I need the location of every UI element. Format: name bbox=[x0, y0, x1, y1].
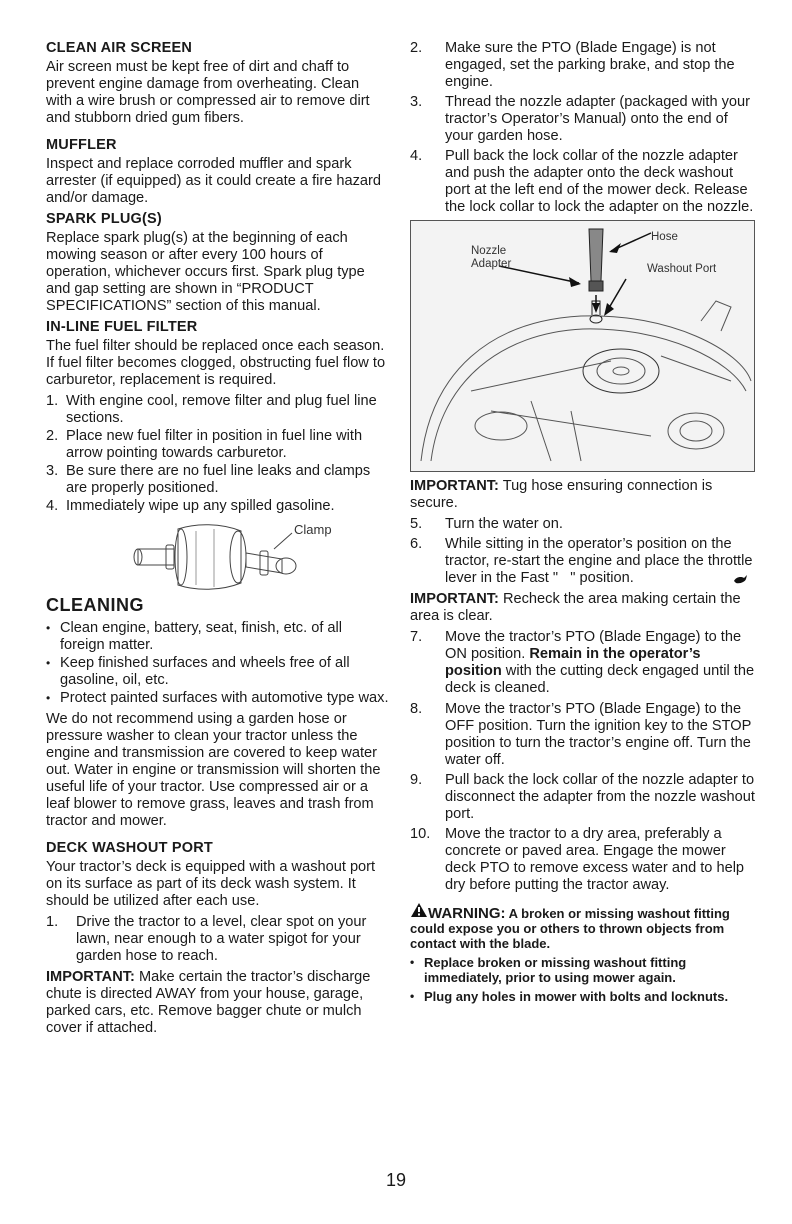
washout-port-figure bbox=[410, 220, 755, 472]
muffler-text: Inspect and replace corroded muffler and spark arrester (if equipped) as it could create a fire hazard and/or damage. bbox=[46, 156, 382, 206]
right-column bbox=[410, 40, 755, 1008]
washout-step-1 bbox=[46, 914, 389, 965]
warning-block bbox=[410, 902, 755, 951]
important-recheck: IMPORTANT: Recheck the area making certain the area is clear. bbox=[410, 591, 741, 624]
washout-port-label: Washout Port bbox=[647, 263, 717, 275]
list-item: 1. Drive the tractor to a level, clear spot on your lawn, near enough to a water spigot for your garden hose to reach. bbox=[46, 914, 367, 964]
washout-steps-8-10 bbox=[410, 701, 755, 894]
washout-steps-5-6 bbox=[410, 516, 755, 587]
list-item: • Clean engine, battery, seat, finish, etc. of all foreign matter. bbox=[46, 620, 343, 653]
warning-text: A broken or missing washout fitting could expose you or others to thrown objects from contact with the blade. bbox=[410, 906, 730, 951]
list-item: 10. Move the tractor to a dry area, preferably a concrete or paved area. Engage the mower deck PTO to remove excess water and to help dry before putting the tractor away. bbox=[410, 826, 745, 893]
fuel-filter-steps bbox=[46, 393, 389, 515]
list-item: • Protect painted surfaces with automotive type wax. bbox=[46, 690, 389, 706]
mower-deck-illustration bbox=[411, 221, 754, 471]
list-item: • Plug any holes in mower with bolts and locknuts. bbox=[410, 989, 729, 1004]
list-item: 3. Thread the nozzle adapter (packaged with your tractor’s Operator’s Manual) onto the end of your garden hose. bbox=[410, 94, 751, 144]
washout-step-7 bbox=[410, 629, 755, 697]
list-item: 8. Move the tractor’s PTO (Blade Engage) to the OFF position. Turn the ignition key to the STOP position to turn the tractor’s engine off. Turn the water off. bbox=[410, 701, 752, 768]
left-column bbox=[46, 40, 389, 1041]
list-item: 6. While sitting in the operator’s position on the tractor, re-start the engine and place the throttle lever in the Fast " " position. bbox=[410, 536, 753, 586]
fuel-filter-heading: IN-LINE FUEL FILTER bbox=[46, 319, 198, 335]
cleaning-bullets bbox=[46, 620, 389, 707]
air-screen-text: Air screen must be kept free of dirt and chaff to prevent engine damage from overheating. Clean with a wire brush or compressed air to remove dirt and stubborn dried gum fibers. bbox=[46, 59, 370, 126]
rabbit-fast-icon bbox=[732, 573, 748, 585]
page-number: 19 bbox=[385, 1170, 407, 1190]
fuel-filter-text: The fuel filter should be replaced once each season. If fuel filter becomes clogged, obstructing fuel flow to carburetor, replacement is required. bbox=[46, 338, 386, 388]
list-item: • Keep finished surfaces and wheels free of all gasoline, oil, etc. bbox=[46, 655, 350, 688]
adapter-label: Adapter bbox=[471, 258, 512, 270]
list-item: 4. Immediately wipe up any spilled gasoline. bbox=[46, 498, 335, 514]
fuel-filter-illustration bbox=[46, 519, 389, 591]
clamp-label: Clamp bbox=[294, 522, 332, 537]
warning-triangle-icon bbox=[410, 902, 428, 918]
fuel-filter-figure bbox=[46, 519, 389, 591]
warning-bullets bbox=[410, 955, 755, 1004]
list-item: 1. With engine cool, remove filter and plug fuel line sections. bbox=[46, 393, 377, 426]
nozzle-label: Nozzle bbox=[471, 245, 507, 257]
hose-label: Hose bbox=[651, 231, 678, 243]
washout-steps-2-4 bbox=[410, 40, 755, 216]
cleaning-heading: CLEANING bbox=[46, 595, 144, 615]
cleaning-text: We do not recommend using a garden hose or pressure washer to clean your tractor unless the engine and transmission are covered to keep water out. Water in engine or transmission will shorten the useful life of your tractor. Use compressed air or a leaf blower to remove grass, leaves and trash from tractor and mower. bbox=[46, 711, 381, 829]
list-item: 2. Make sure the PTO (Blade Engage) is not engaged, set the parking brake, and stop the engine. bbox=[410, 40, 735, 90]
spark-plug-text: Replace spark plug(s) at the beginning of each mowing season or after every 100 hours of operation, whichever occurs first. Spark plug type and gap setting are shown in “PRODUCT SPECIFICATIONS” section of this manual. bbox=[46, 230, 365, 314]
spark-plug-heading: SPARK PLUG(S) bbox=[46, 211, 162, 227]
air-screen-heading: CLEAN AIR SCREEN bbox=[46, 40, 193, 56]
list-item: 9. Pull back the lock collar of the nozzle adapter to disconnect the adapter from the nozzle washout port. bbox=[410, 772, 755, 822]
washout-text: Your tractor’s deck is equipped with a washout port on its surface as part of its deck wash system. It should be utilized after each use. bbox=[46, 859, 376, 909]
washout-heading: DECK WASHOUT PORT bbox=[46, 840, 213, 856]
list-item: • Replace broken or missing washout fitting immediately, prior to using mower again. bbox=[410, 955, 687, 985]
important-tug-hose: IMPORTANT: Tug hose ensuring connection is secure. bbox=[410, 478, 713, 511]
list-item: 3. Be sure there are no fuel line leaks and clamps are properly positioned. bbox=[46, 463, 371, 496]
warning-title: WARNING: bbox=[428, 905, 506, 922]
important-label: IMPORTANT: bbox=[46, 969, 135, 985]
list-item: 4. Pull back the lock collar of the nozzle adapter and push the adapter onto the deck washout port at the left end of the mower deck. Release the lock collar to lock the adapter on the nozzle. bbox=[410, 148, 754, 215]
muffler-heading: MUFFLER bbox=[46, 137, 117, 153]
list-item: 2. Place new fuel filter in position in fuel line with arrow pointing towards carburetor. bbox=[46, 428, 363, 461]
list-item: 5. Turn the water on. bbox=[410, 516, 563, 532]
washout-important: IMPORTANT: Make certain the tractor’s discharge chute is directed AWAY from your house, garage, parked cars, etc. Remove bagger chute or mulch cover if attached. bbox=[46, 969, 371, 1036]
list-item: 7. Move the tractor’s PTO (Blade Engage) to the ON position. Remain in the operator’s position with the cutting deck engaged until the deck is cleaned. bbox=[410, 629, 755, 696]
